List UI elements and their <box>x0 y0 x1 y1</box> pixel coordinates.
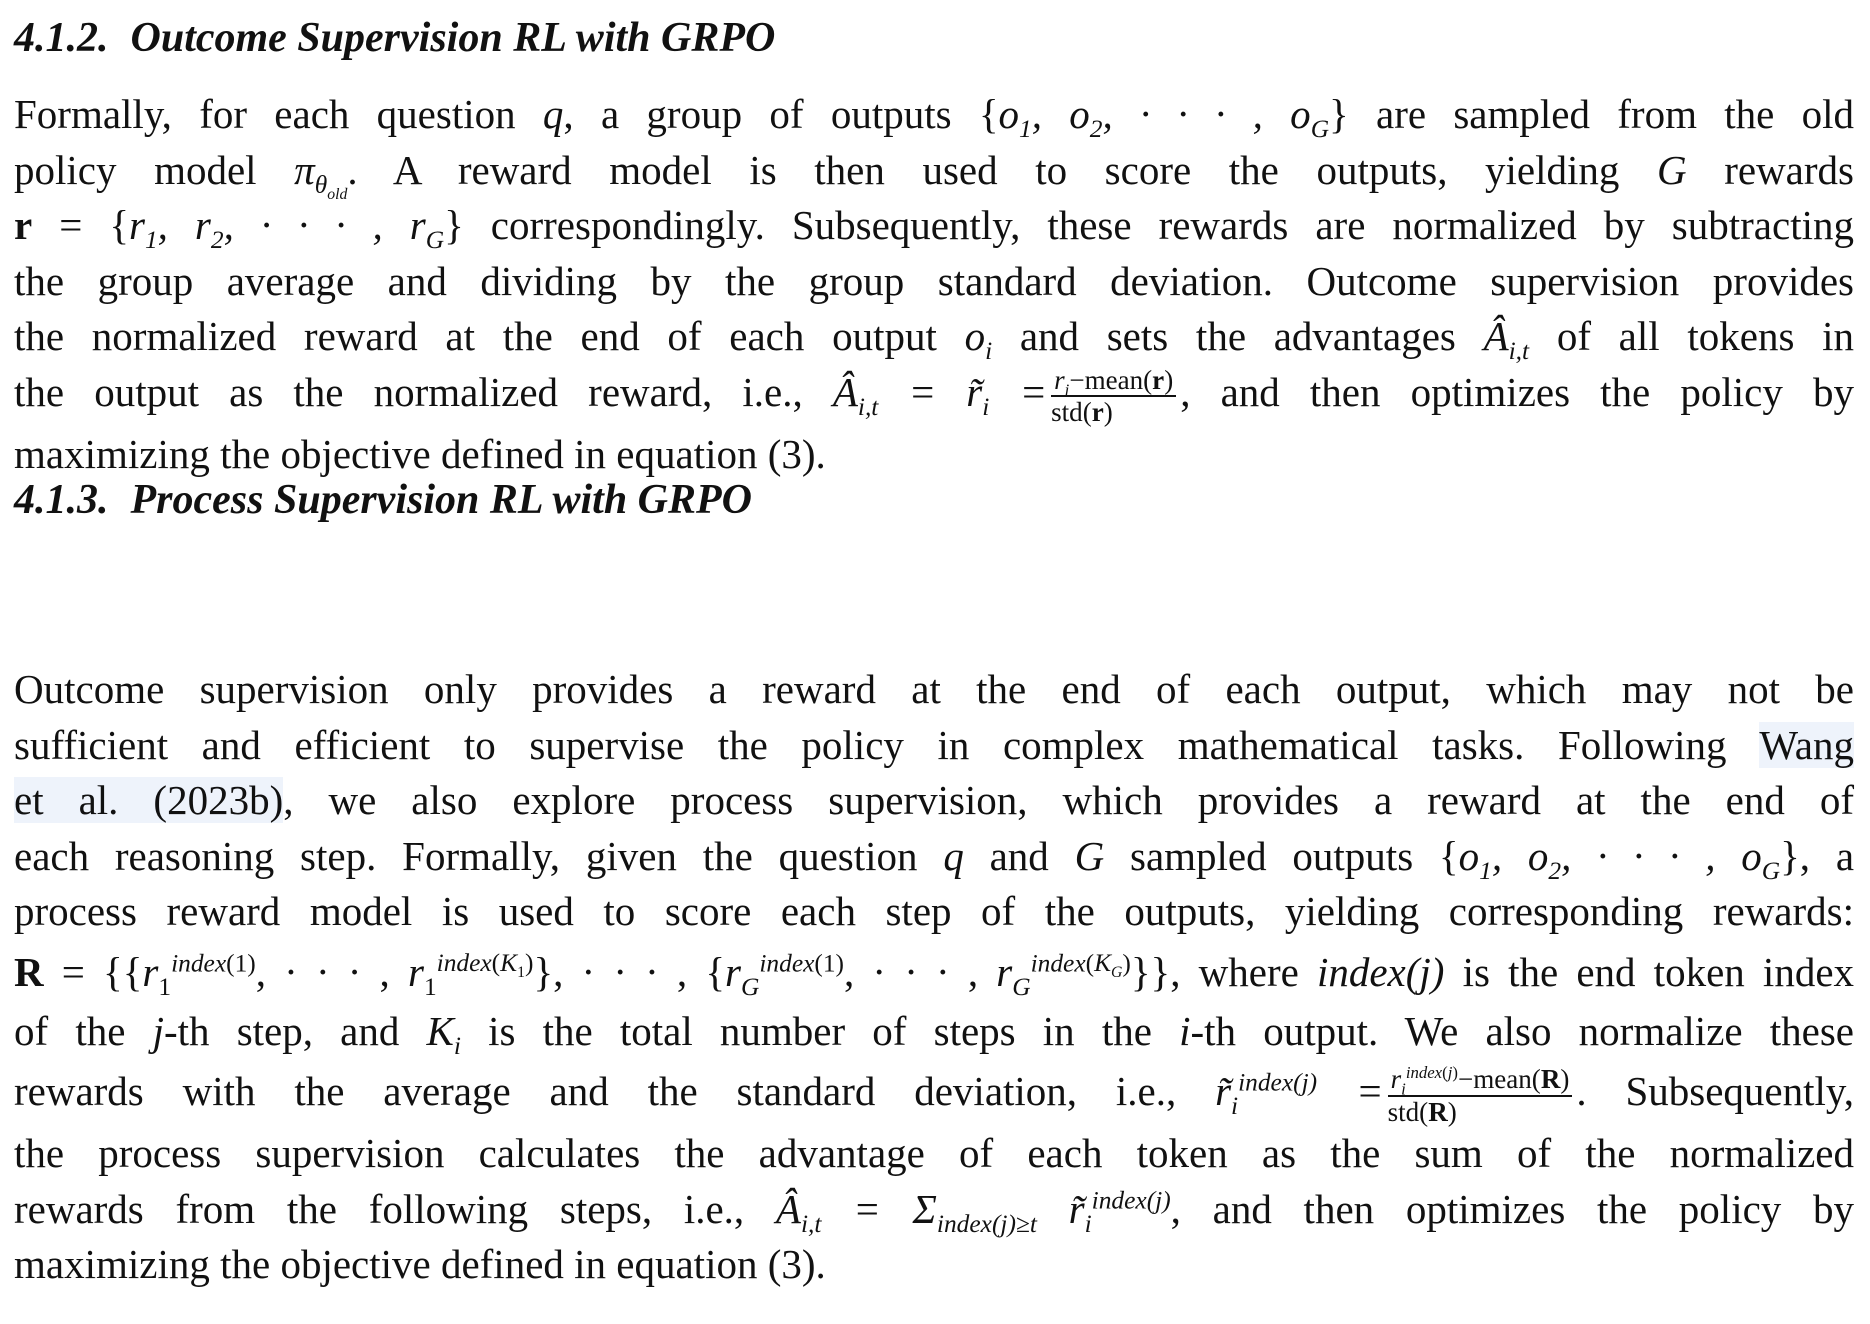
text-line: of the j-th step, and $K_i$ is the total number of steps in the i-th output. We also normalize these <box>14 1007 1854 1060</box>
citation-link[interactable]: Wang <box>1759 721 1854 768</box>
text-line: each reasoning step. Formally, given the question q and G sampled outputs {$o_1$, $o_2$, · · · , $o_G$}, a <box>14 832 1855 885</box>
paragraph-outcome-supervision <box>14 87 1854 482</box>
text-line: rewards with the average and the standard deviation, i.e., $r̃_i^{index(j)}$ = $\frac{r_i^{index(j)}-mean(R)}{\text{std(R)}}$ . Subsequently, <box>14 1063 1855 1127</box>
text-line: maximizing the objective defined in equation (3). <box>14 1241 826 1287</box>
section-number: 4.1.2. <box>14 15 109 61</box>
section-heading-4-1-2 <box>14 14 775 62</box>
text-line: et al. (2023b), we also explore process supervision, which provides a reward at the end of <box>14 777 1855 823</box>
math-outputs-set: $o_1$, $o_2$, · · · , $o_G$ <box>998 91 1330 144</box>
math-fraction-normalized: $\frac{r_i-mean(r)}{\text{std(r)}}$ <box>1051 366 1176 427</box>
text-line: Outcome supervision only provides a reward at the end of each output, which may not be <box>14 666 1854 712</box>
text-line: process reward model is used to score each step of the outputs, yielding corresponding rewards: <box>14 888 1854 934</box>
text-line: the process supervision calculates the advantage of each token as the sum of the normalized <box>14 1130 1854 1176</box>
text-line: the normalized reward at the end of each output $o_i$ and sets the advantages $Â_{i,t}$ of all tokens in <box>14 313 1854 366</box>
text-line: sufficient and efficient to supervise the policy in complex mathematical tasks. Following Wang <box>14 721 1854 768</box>
math-pi-old: $\pi_{\theta_{old}}$ <box>294 146 348 203</box>
text-line: Formally, for each question q, a group of outputs {$o_1$, $o_2$, · · · , $o_G$} are sampled from the old <box>14 91 1855 144</box>
math-R-definition: $R = \{\{r_1^{index(1)}$, · · · , $r_1^{index(K_1)}$}, · · · , {$r_G^{index(1)}$, · · · , $r_G^{index(K_G)}$}} <box>14 948 1171 1001</box>
math-sum-advantage: $Â_{i,t} = \Sigma_{index(j)\ge t}$ $r̃_i^{index(j)}$ <box>775 1185 1171 1238</box>
math-o-i: $o_i$ <box>964 313 993 366</box>
math-fraction-step-normalized: $\frac{r_i^{index(j)}-mean(R)}{\text{std(R)}}$ <box>1388 1065 1573 1126</box>
math-advantage-eq: $Â_{i,t}$ = $r̃_i$ = <box>832 368 1048 421</box>
text-line: $R = \{\{r_1^{index(1)}$, · · · , $r_1^{index(K_1)}$}, · · · , {$r_G^{index(1)}$, · · · , $r_G^{index(K_G)}$}}, where index(j) is the end token index <box>14 948 1855 1001</box>
citation-link[interactable]: et al. (2023b) <box>14 777 284 823</box>
section-heading-4-1-3 <box>14 476 752 524</box>
text-line: policy model $\pi_{\theta_{old}}$. A reward model is then used to score the outputs, yielding G rewards <box>14 146 1854 203</box>
section-number: 4.1.3. <box>14 477 109 523</box>
math-K-i: $K_i$ <box>426 1007 461 1060</box>
text-line: rewards from the following steps, i.e., $Â_{i,t} = \Sigma_{index(j)\ge t}$ $r̃_i^{index(j)}$, and then optimizes the policy by <box>14 1185 1855 1238</box>
text-line: maximizing the objective defined in equation (3). <box>14 430 826 477</box>
math-normalized-step: $r̃_i^{index(j)}$ = <box>1215 1068 1384 1121</box>
math-rewards-set: $r_1$, $r_2$, · · · , $r_G$ <box>129 202 445 255</box>
text-line: $r = \{r_1$, $r_2$, · · · , $r_G$} correspondingly. Subsequently, these rewards are normalized by subtracting <box>14 202 1854 255</box>
math-advantage: $Â_{i,t}$ <box>1483 313 1530 366</box>
section-title: Outcome Supervision RL with GRPO <box>130 15 776 61</box>
section-title: Process Supervision RL with GRPO <box>130 477 753 523</box>
paragraph-process-supervision <box>14 662 1854 1293</box>
math-outputs-set: $o_1$, $o_2$, · · · , $o_G$ <box>1458 832 1781 885</box>
text-line: the group average and dividing by the group standard deviation. Outcome supervision provides <box>14 257 1854 304</box>
text-line: the output as the normalized reward, i.e., $Â_{i,t}$ = $r̃_i$ = $\frac{r_i-mean(r)}{\text{std(r)}}$ , and then optimizes the policy by <box>14 364 1854 428</box>
